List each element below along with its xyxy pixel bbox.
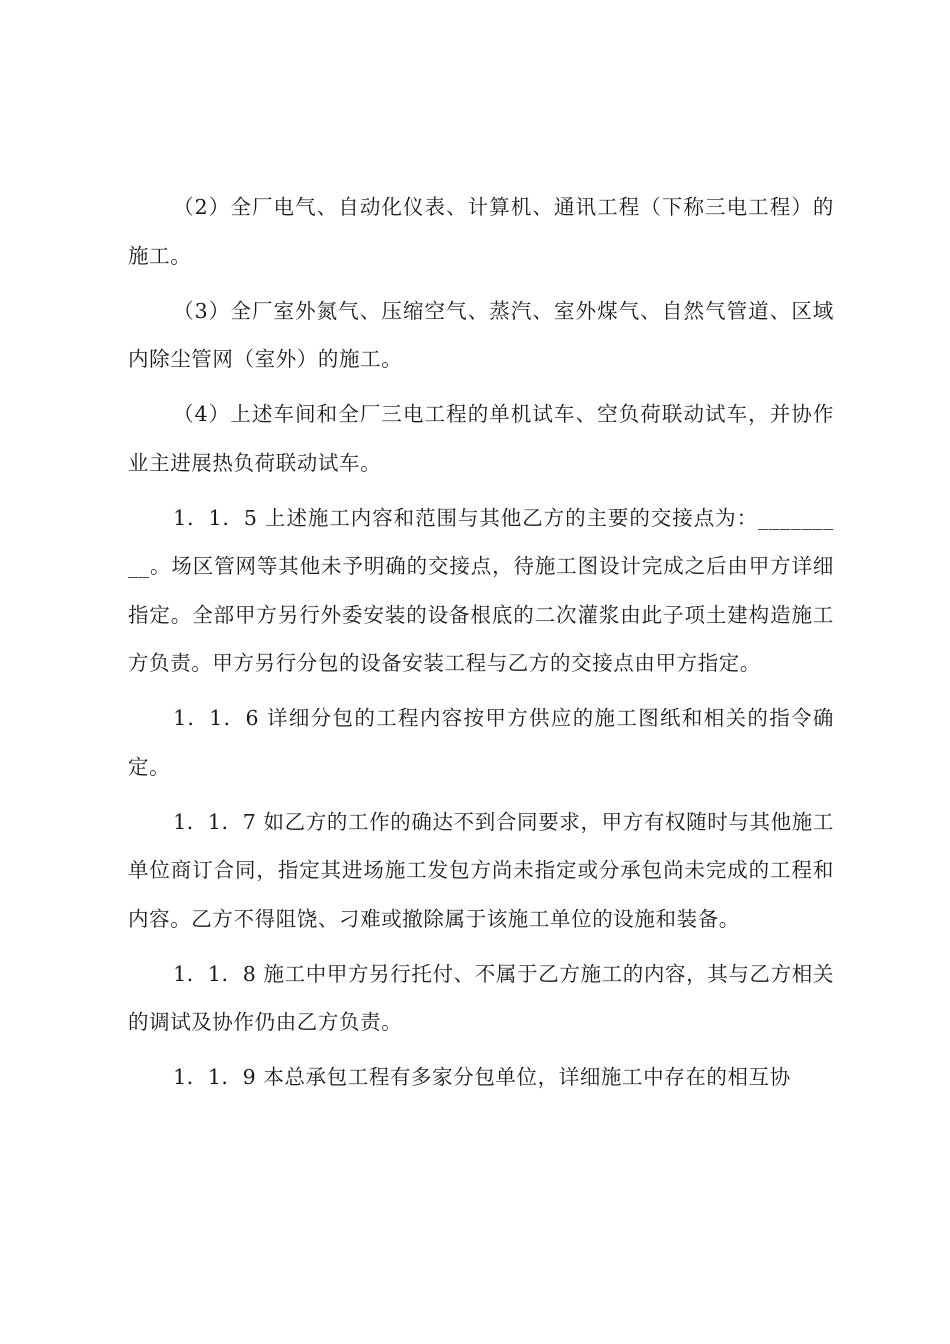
paragraph-item-2: （2）全厂电气、自动化仪表、计算机、通讯工程（下称三电工程）的施工。 <box>128 195 834 268</box>
paragraph-1-1-8: 1．1．8 施工中甲方另行托付、不属于乙方施工的内容，其与乙方相关的调试及协作仍由乙方负责。 <box>128 961 834 1034</box>
paragraph-item-4: （4）上述车间和全厂三电工程的单机试车、空负荷联动试车，并协作业主进展热负荷联动试车。 <box>128 402 834 475</box>
paragraph-1-1-5: 1．1．5 上述施工内容和范围与其他乙方的主要的交接点为：_________。场区管网等其他未予明确的交接点，待施工图设计完成之后由甲方详细指定。全部甲方另行外委安装的设备根底的二次灌浆由此子项土建构造施工方负责。甲方另行分包的设备安装工程与乙方的交接点由甲方指定。 <box>128 505 834 675</box>
paragraph-1-1-9: 1．1．9 本总承包工程有多家分包单位，详细施工中存在的相互协 <box>173 1065 791 1089</box>
paragraph-item-3: （3）全厂室外氮气、压缩空气、蒸汽、室外煤气、自然气管道、区域内除尘管网（室外）的施工。 <box>128 298 834 371</box>
paragraph-1-1-7: 1．1．7 如乙方的工作的确达不到合同要求，甲方有权随时与其他施工单位商订合同，指定其进场施工发包方尚未指定或分承包尚未完成的工程和内容。乙方不得阻饶、刁难或撤除属于该施工单位的设施和装备。 <box>128 809 834 931</box>
paragraph-1-1-6: 1．1．6 详细分包的工程内容按甲方供应的施工图纸和相关的指令确定。 <box>128 706 834 779</box>
document-page <box>128 183 834 1108</box>
